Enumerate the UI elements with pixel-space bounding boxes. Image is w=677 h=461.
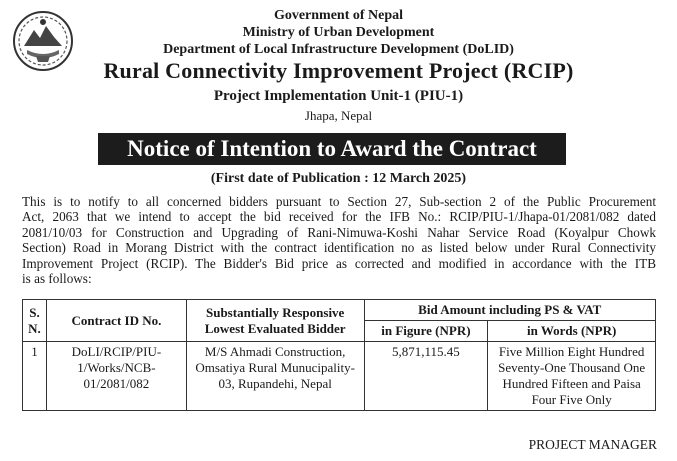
- notice-line: Act, 2063 that we intend to accept the bid received for the IFB No.: RCIP/PIU-1/Jhapa-01/2081/082 dated: [22, 209, 656, 225]
- notice-line: Section) Road in Morang District with the contract identification no as listed below under Rural Connectivity: [22, 240, 656, 256]
- cell-figure: 5,871,115.45: [364, 342, 488, 411]
- header-contract-id: Contract ID No.: [46, 300, 186, 342]
- notice-line: is as follows:: [22, 271, 92, 287]
- cell-words: Five Million Eight Hundred Seventy-One Thousand One Hundred Fifteen and Paisa Four Five Only: [488, 342, 656, 411]
- unit-title: Project Implementation Unit-1 (PIU-1): [213, 88, 464, 104]
- header-in-figure: in Figure (NPR): [364, 321, 488, 342]
- department-title: Department of Local Infrastructure Development (DoLID): [163, 42, 514, 57]
- project-title: Rural Connectivity Improvement Project (RCIP): [103, 58, 574, 83]
- signature-title: PROJECT MANAGER: [528, 437, 657, 452]
- header-in-words: in Words (NPR): [488, 321, 656, 342]
- publication-date: (First date of Publication : 12 March 2025): [210, 171, 467, 186]
- ministry-title: Ministry of Urban Development: [242, 25, 435, 40]
- notice-paragraph: [22, 194, 656, 286]
- table-row: [23, 342, 656, 411]
- notice-line: 2081/10/03 for Construction and Upgrading of Rani-Nimuwa-Koshi Nahar Service Road (Koyalpur Chowk: [22, 224, 656, 240]
- cell-contract-id: DoLI/RCIP/PIU-1/Works/NCB-01/2081/082: [46, 342, 186, 411]
- location-text: Jhapa, Nepal: [304, 108, 373, 123]
- cell-sn: 1: [23, 342, 47, 411]
- header-bidder: Substantially Responsive Lowest Evaluated Bidder: [186, 300, 364, 342]
- award-table: [22, 299, 656, 411]
- notice-banner: Notice of Intention to Award the Contract: [98, 133, 566, 165]
- cell-bidder: M/S Ahmadi Construction, Omsatiya Rural Munucipality-03, Rupandehi, Nepal: [186, 342, 364, 411]
- notice-line: This is to notify to all concerned bidders pursuant to Section 27, Sub-section 2 of the Public Procurement: [22, 194, 656, 209]
- header-sn: S. N.: [23, 300, 47, 342]
- government-title: Government of Nepal: [273, 8, 404, 23]
- notice-line: Improvement Project (RCIP). The Bidder's Bid price as corrected and modified in accordance with the ITB: [22, 255, 656, 271]
- header-bid-amount: Bid Amount including PS & VAT: [364, 300, 656, 321]
